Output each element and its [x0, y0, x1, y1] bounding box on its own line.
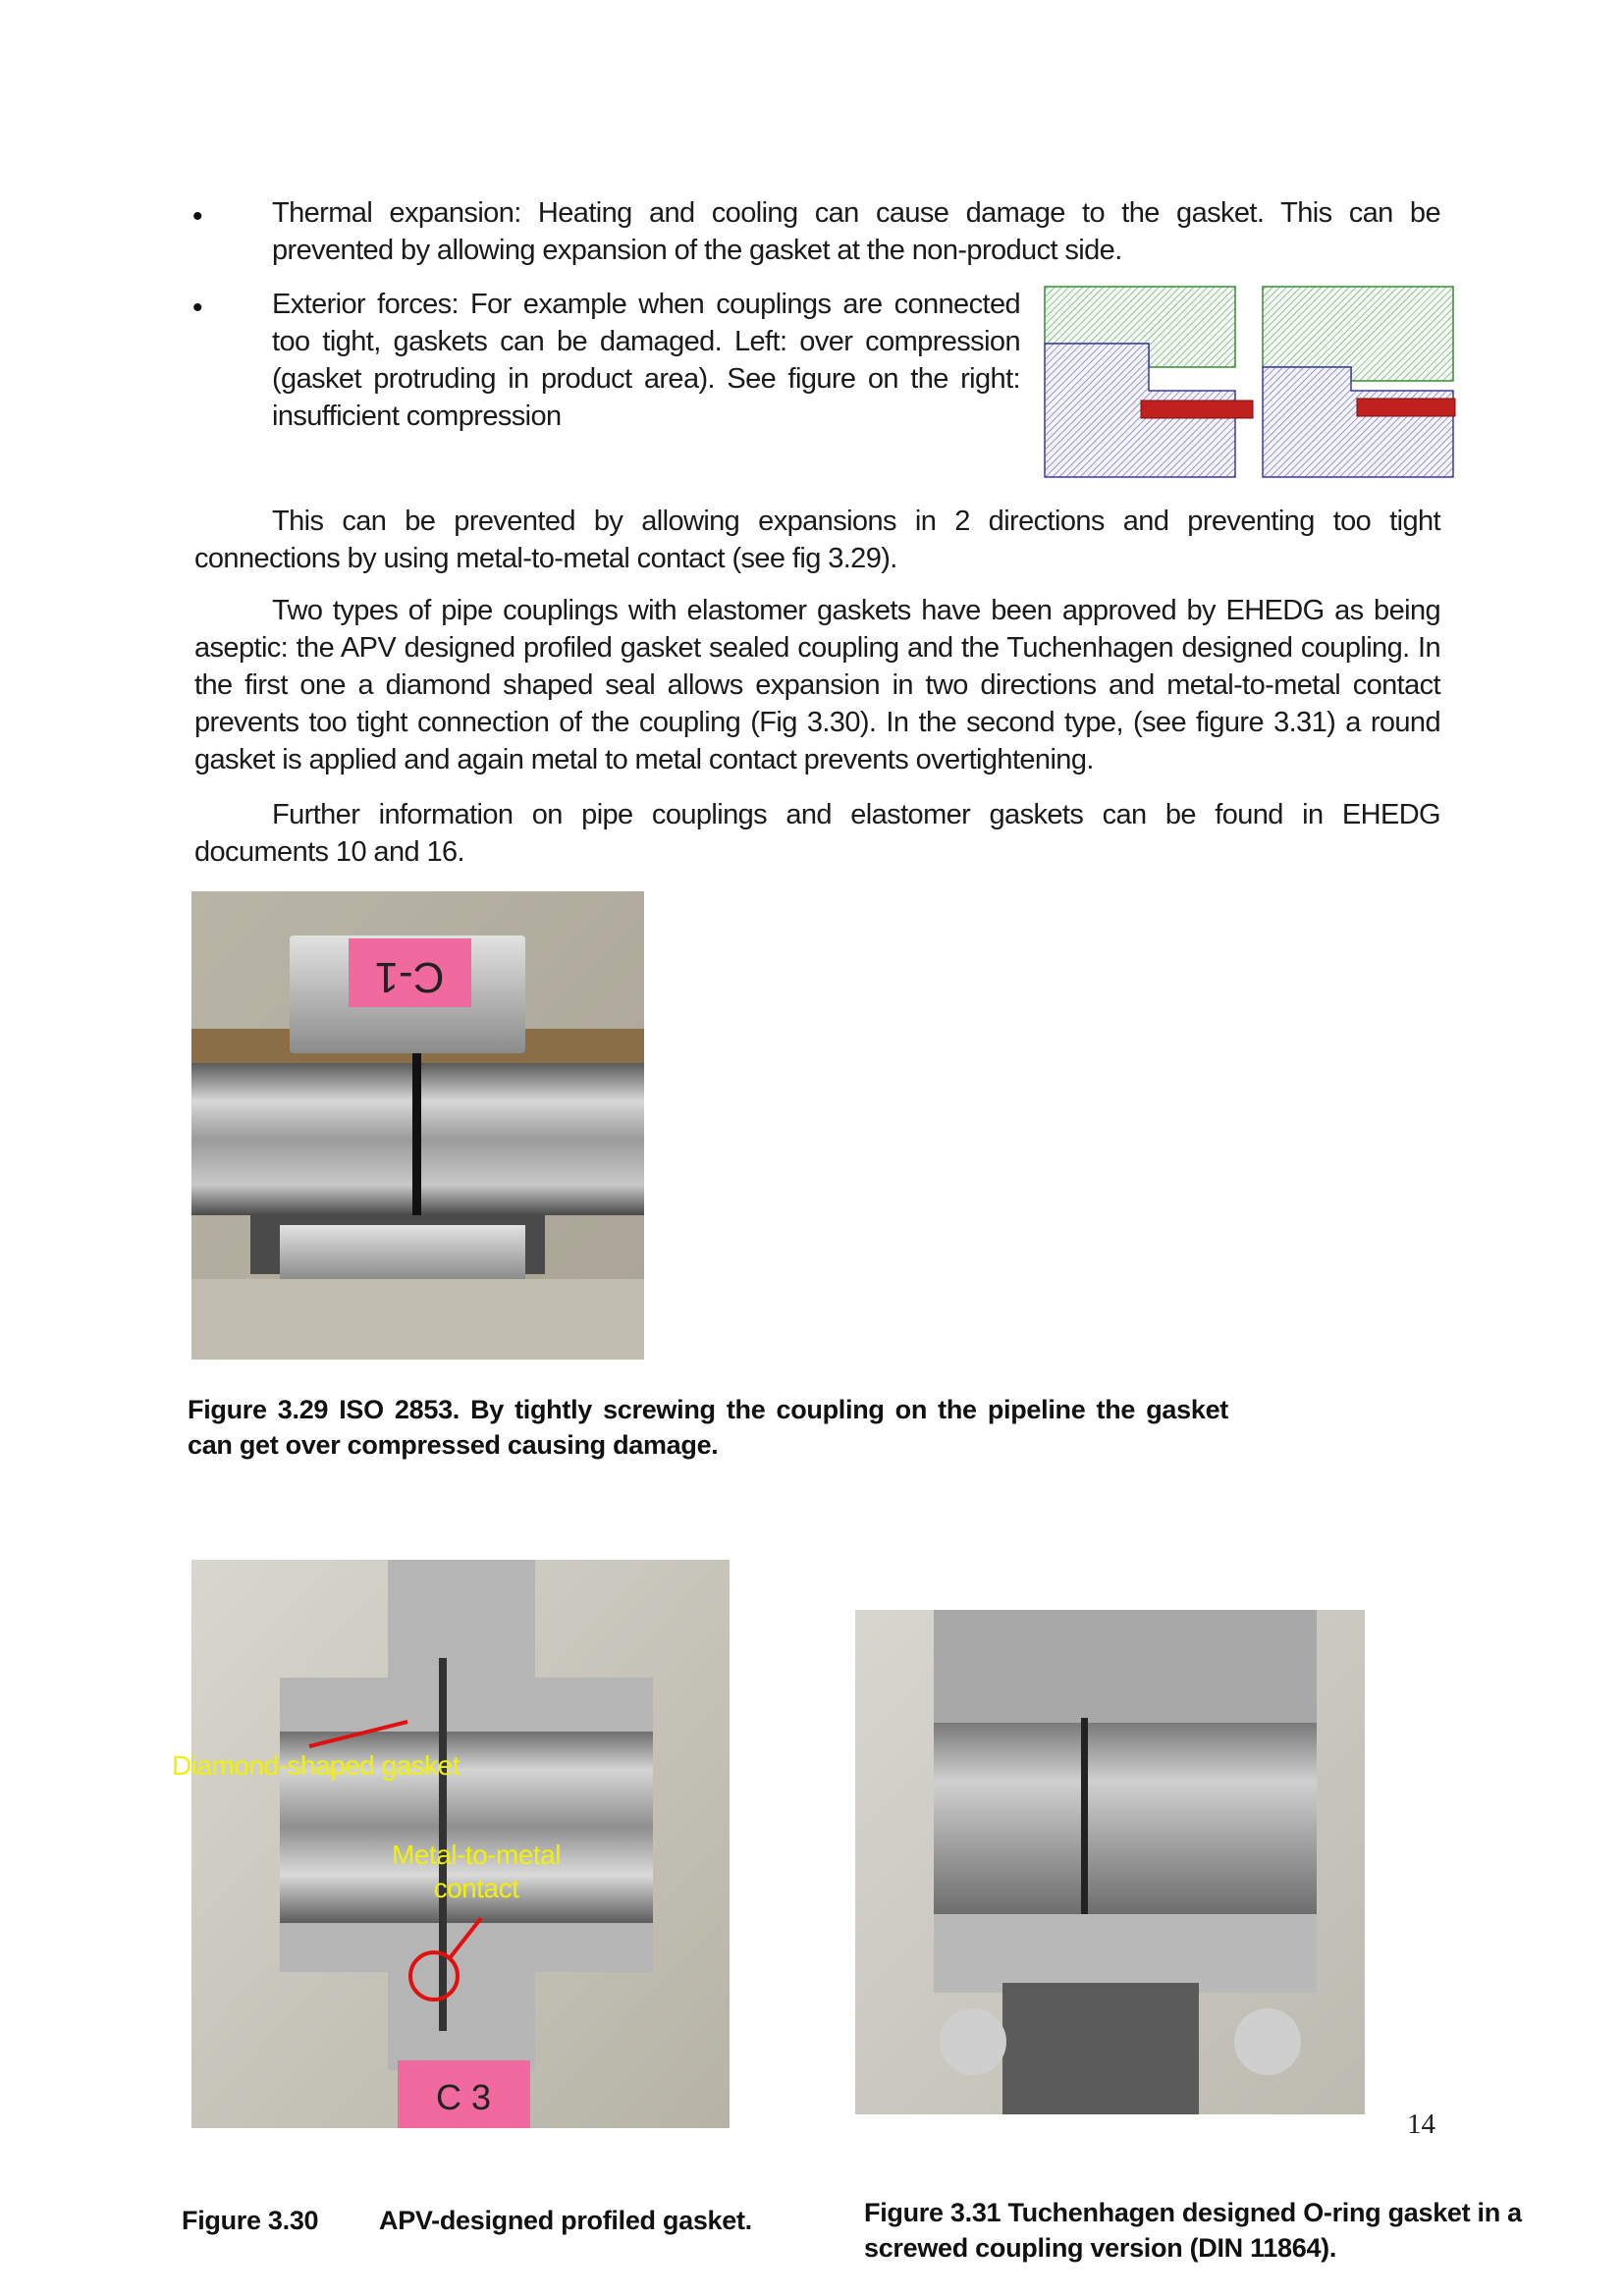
gasket-under-compressed: [1357, 399, 1455, 416]
figure-3-31-caption: Figure 3.31 Tuchenhagen designed O-ring gasket in a screwed coupling version (DIN 11864).: [864, 2198, 1522, 2263]
gasket-over-compressed: [1141, 400, 1253, 418]
figure-3-29-photo: [191, 891, 644, 1360]
tag-c3: C 3: [435, 2077, 492, 2117]
page-number: 14: [1407, 2109, 1435, 2140]
figure-3-30-caption-number: Figure 3.30: [182, 2206, 319, 2235]
bullet-exterior-forces: Exterior forces: For example when couplings are connected too tight, gaskets can be damaged. Left: over compression (gasket protruding in product area). See figure on the right: insufficient compression: [272, 289, 1020, 432]
figure-3-29-caption: Figure 3.29 ISO 2853. By tightly screwing the coupling on the pipeline the gasket can get over compressed causing damage.: [188, 1395, 1228, 1460]
paragraph-metal-contact: This can be prevented by allowing expansions in 2 directions and preventing too tight connections by using metal-to-metal contact (see fig 3.29).: [194, 506, 1440, 574]
figure-3-31-photo: [855, 1610, 1365, 2114]
bullet-thermal-expansion: Thermal expansion: Heating and cooling can cause damage to the gasket. This can be prevented by allowing expansion of the gasket at the non-product side.: [272, 197, 1440, 266]
tag-c1: C-1: [374, 953, 445, 1001]
bullet-marker: •: [192, 200, 203, 233]
paragraph-further-info: Further information on pipe couplings and elastomer gaskets can be found in EHEDG documents 10 and 16.: [194, 799, 1440, 868]
figure-3-30-caption-text: APV-designed profiled gasket.: [379, 2206, 752, 2235]
compression-diagram: [1043, 285, 1465, 481]
paragraph-coupling-types: Two types of pipe couplings with elastomer gaskets have been approved by EHEDG as being aseptic: the APV designed profiled gasket sealed coupling and the Tuchenhagen designed coupling. In the first one a diamond shaped seal allows expansion in two directions and metal-to-metal contact prevents too tight connection of the coupling (Fig 3.30). In the second type, (see figure 3.31) a round gasket is applied and again metal to metal contact prevents overtightening.: [194, 595, 1440, 775]
over-compression-diagram: [1045, 287, 1253, 477]
bullet-marker: •: [192, 292, 203, 324]
insufficient-compression-diagram: [1263, 287, 1455, 477]
annotation-metal-contact: Metal-to-metal contact: [392, 1840, 561, 1903]
annotation-diamond-gasket: Diamond-shaped gasket: [172, 1750, 460, 1781]
